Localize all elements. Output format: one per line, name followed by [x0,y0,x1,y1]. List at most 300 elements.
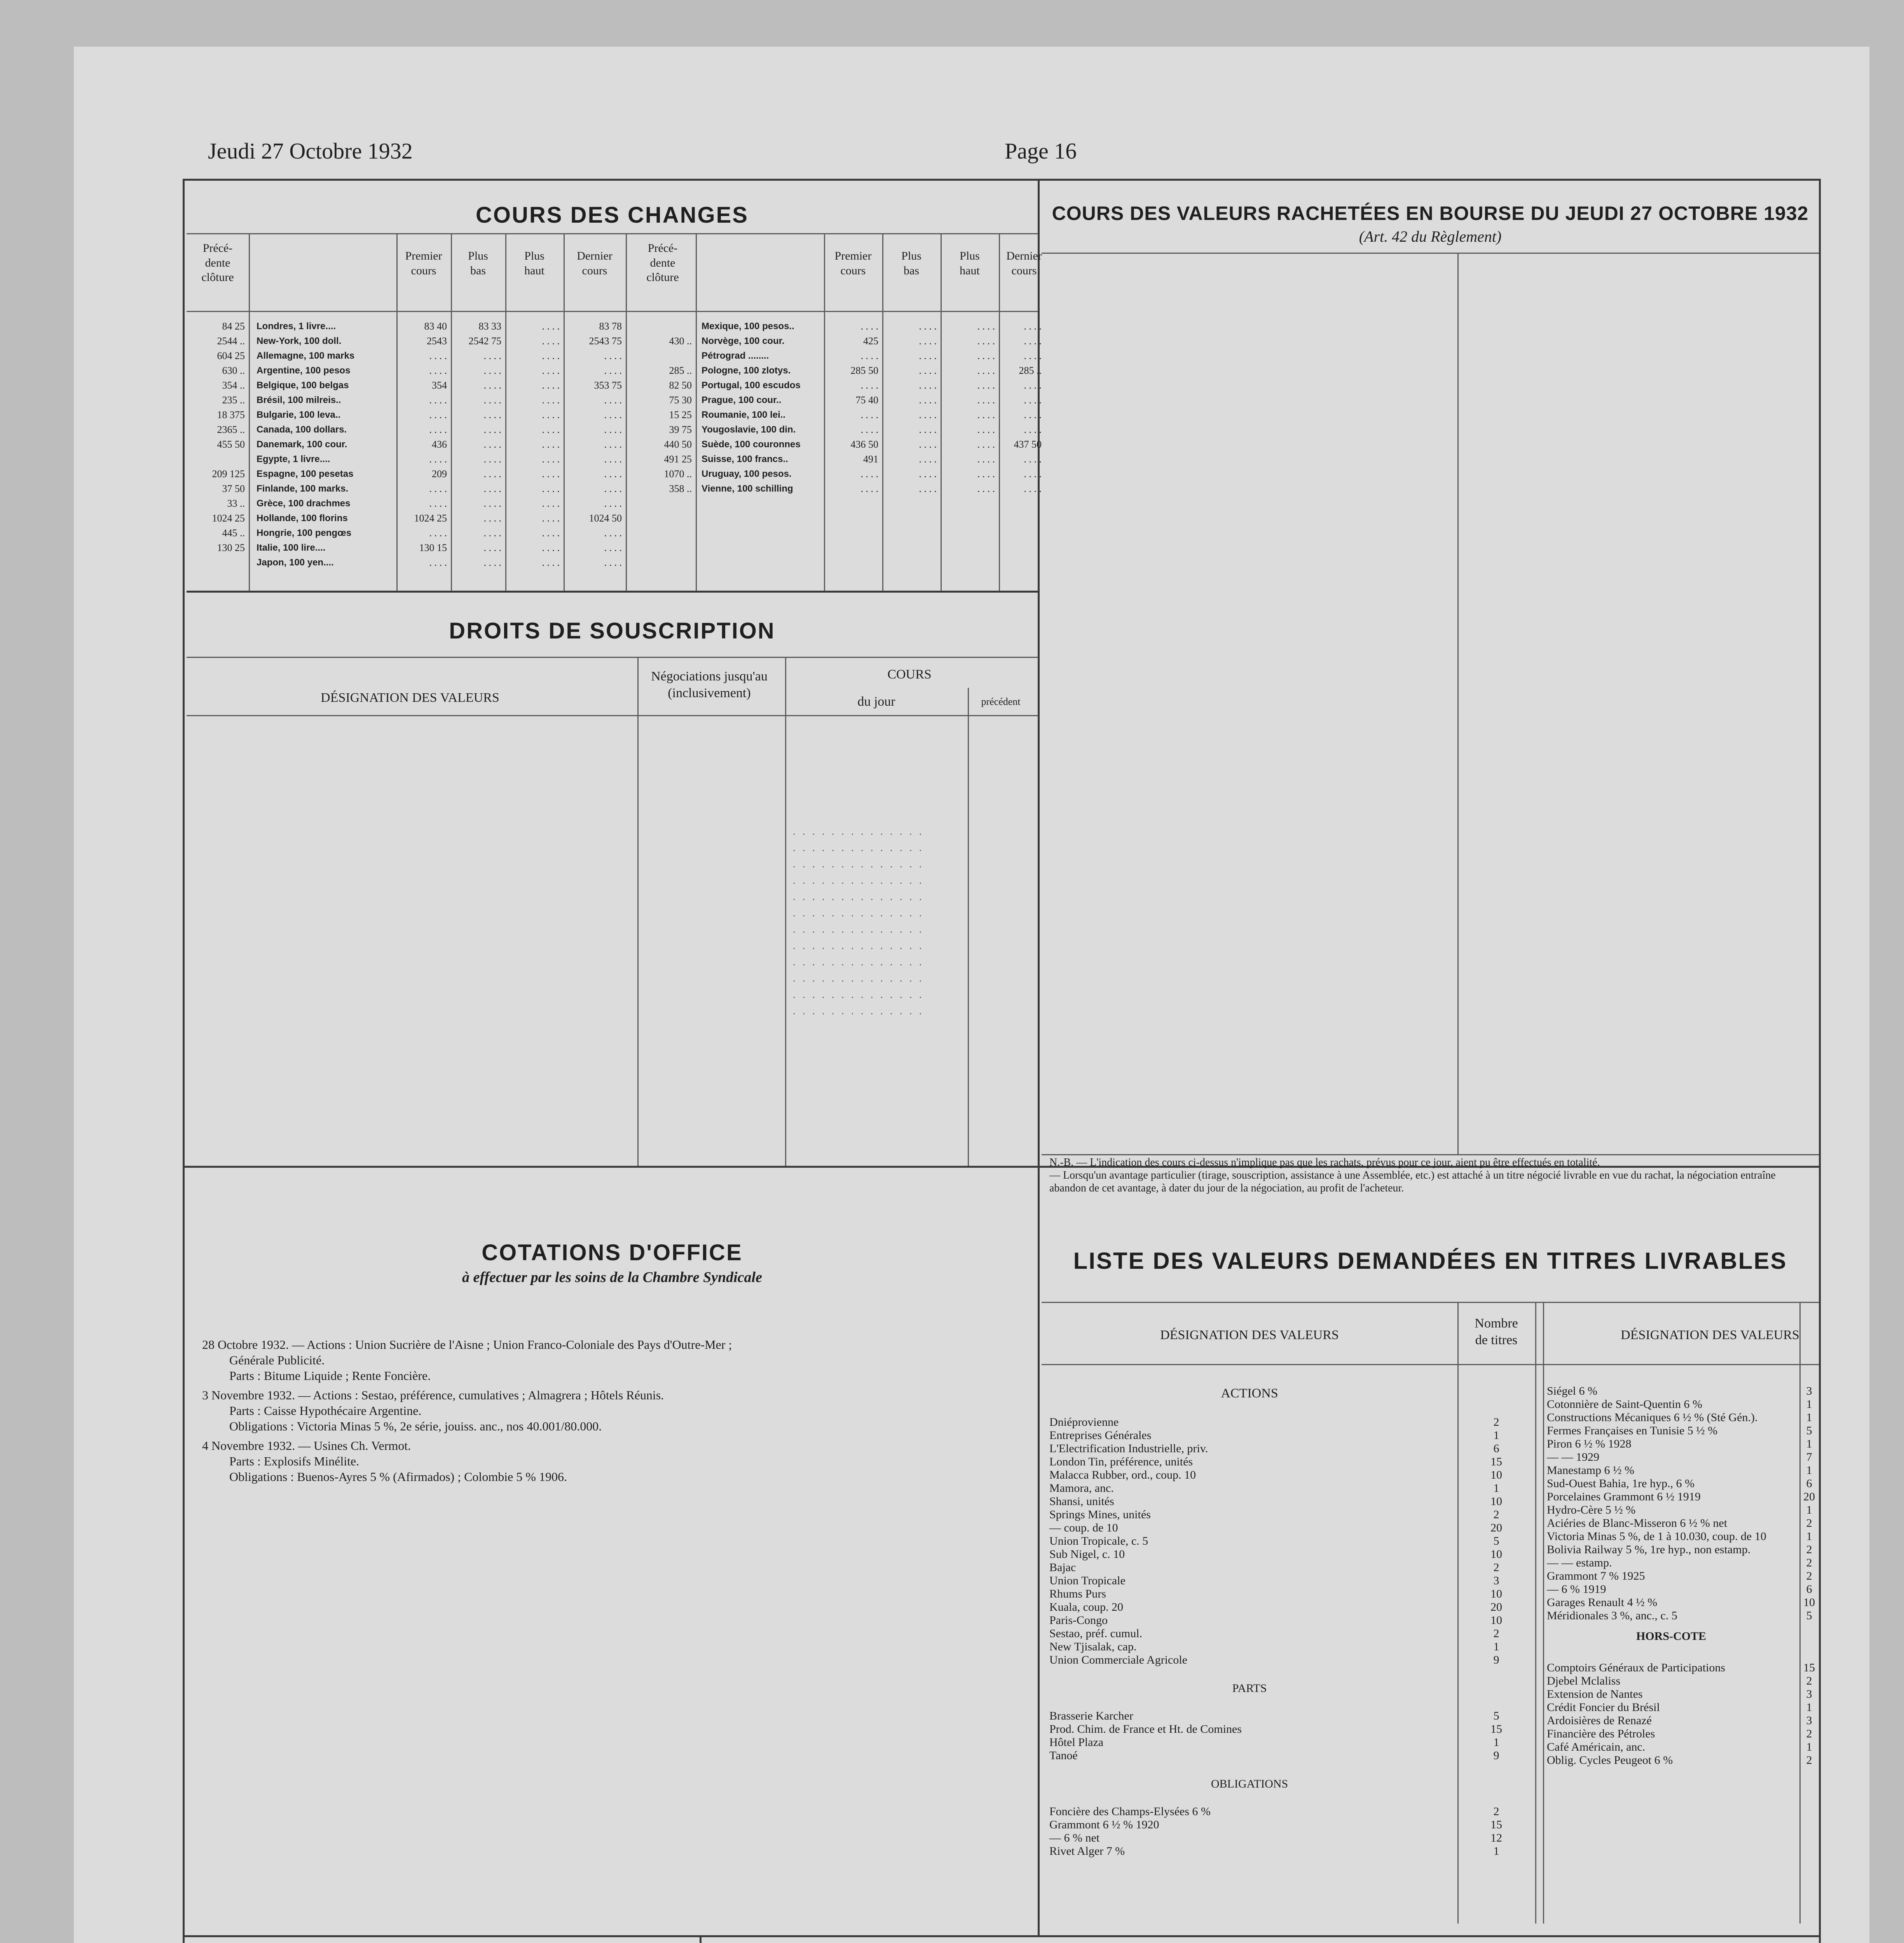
changes-prev-close: 430 .. [669,335,692,347]
livrables-row-name: Union Tropicale, c. 5 [1049,1535,1148,1547]
changes-high: . . . . [542,394,560,406]
livrables-row-name: Entreprises Générales [1049,1429,1152,1442]
livrables-row-name: London Tin, préférence, unités [1049,1455,1193,1468]
livrables-row-name: Hôtel Plaza [1049,1736,1104,1749]
changes-first: 436 [432,439,447,450]
changes-low: 2542 75 [468,335,501,347]
changes-first: . . . . [429,483,447,494]
droits-dotted-row: . . . . . . . . . . . . . . [793,924,924,935]
changes-col-header: Plus bas [468,249,488,277]
top-rule [183,179,1819,181]
changes-high: . . . . [977,380,995,391]
changes-low: . . . . [483,409,501,420]
changes-first: 354 [432,380,447,391]
livrables-row-count: 3 [1806,1714,1812,1727]
changes-low: . . . . [483,542,501,553]
changes-high: . . . . [977,321,995,332]
changes-high: . . . . [977,468,995,480]
livrables-row-count: 2 [1806,1543,1812,1556]
droits-dotted-row: . . . . . . . . . . . . . . [793,842,924,853]
changes-prev-close: 2544 .. [217,335,245,347]
livrables-row-name: L'Electrification Industrielle, priv. [1049,1442,1208,1455]
livrables-row-count: 2 [1493,1508,1499,1521]
changes-high: . . . . [542,527,560,539]
changes-currency: Suisse, 100 francs.. [702,454,788,464]
livrables-row-count: 1 [1806,1701,1812,1714]
changes-last: 2543 75 [589,335,622,347]
livrables-row-count: 2 [1493,1627,1499,1640]
livrables-row-name: Grammont 6 ½ % 1920 [1049,1818,1159,1831]
changes-low: 83 33 [478,321,501,332]
livrables-row-name: Garages Renault 4 ½ % [1547,1596,1658,1609]
changes-high: . . . . [542,321,560,332]
livrables-row-count: 6 [1806,1477,1812,1490]
changes-currency: Mexique, 100 pesos.. [702,321,794,331]
changes-low: . . . . [483,453,501,465]
changes-low: . . . . [483,424,501,435]
changes-low: . . . . [919,365,937,376]
changes-last: 285 .. [1019,365,1042,376]
rachetees-subtitle: (Art. 42 du Règlement) [1359,228,1502,245]
changes-first: . . . . [860,380,878,391]
livrables-row-count: 6 [1806,1583,1812,1596]
changes-last: 353 75 [594,380,622,391]
changes-last: . . . . [604,394,622,406]
changes-high: . . . . [977,453,995,465]
changes-col-header: Précé- dente clôture [646,242,679,284]
changes-title-rule [187,233,1038,234]
livrables-row-count: 20 [1803,1490,1815,1503]
droits-col-designation: DÉSIGNATION DES VALEURS [321,691,499,705]
livrables-row-count: 2 [1806,1556,1812,1569]
changes-prev-close: 358 .. [669,483,692,494]
changes-currency: Grèce, 100 drachmes [257,498,351,509]
livrables-row-name: Djebel Mclaliss [1547,1674,1621,1687]
livrables-row-count: 1 [1806,1411,1812,1424]
livrables-row-count: 2 [1806,1674,1812,1687]
changes-currency: Egypte, 1 livre.... [257,454,330,464]
changes-currency: Belgique, 100 belgas [257,380,349,391]
changes-prev-close: 15 25 [669,409,692,420]
livrables-row-name: Constructions Mécaniques 6 ½ % (Sté Gén.). [1547,1411,1758,1424]
livrables-col-nombre-left: Nombre de titres [1475,1316,1518,1347]
livrables-row-count: 1 [1493,1640,1499,1653]
droits-col-sep-2 [785,657,786,1166]
livrables-hors-cote-label: HORS-COTE [1636,1630,1707,1643]
changes-currency: Bulgarie, 100 leva.. [257,410,341,420]
changes-prev-close: 39 75 [669,424,692,435]
changes-high: . . . . [542,409,560,420]
livrables-row-count: 20 [1490,1601,1502,1613]
livrables-row-name: Tanoé [1049,1749,1078,1762]
changes-prev-close: 354 .. [222,380,245,391]
changes-first: . . . . [429,527,447,539]
livrables-row-count: 2 [1806,1754,1812,1767]
droits-col-negociations: Négociations jusqu'au (inclusivement) [651,669,768,700]
changes-prev-close: 1024 25 [212,513,245,524]
livrables-row-name: Porcelaines Grammont 6 ½ 1919 [1547,1490,1701,1503]
changes-currency: Suède, 100 couronnes [702,439,801,450]
droits-dotted-row: . . . . . . . . . . . . . . [793,907,924,919]
changes-currency: Brésil, 100 milreis.. [257,395,341,405]
cotations-line: Parts : Bitume Liquide ; Rente Foncière. [229,1369,431,1383]
changes-last: . . . . [604,498,622,509]
changes-currency: Danemark, 100 cour. [257,439,347,450]
changes-first: 491 [863,453,878,465]
changes-col-header: Premier cours [405,249,442,277]
changes-first: 285 50 [850,365,878,376]
livrables-row-name: Sub Nigel, c. 10 [1049,1548,1125,1561]
page-date: Jeudi 27 Octobre 1932 [208,138,413,164]
changes-col-header: Premier cours [834,249,872,277]
livrables-row-count: 1 [1493,1429,1499,1442]
droits-col-du-jour: du jour [857,694,895,709]
changes-last: . . . . [1024,409,1042,420]
changes-prev-close: 75 30 [669,394,692,406]
changes-prev-close: 285 .. [669,365,692,376]
changes-high: . . . . [542,483,560,494]
livrables-row-name: Mamora, anc. [1049,1482,1114,1495]
changes-low: . . . . [919,380,937,391]
livrables-row-name: — — estamp. [1547,1556,1612,1569]
livrables-header-rule [1042,1364,1819,1365]
changes-first: . . . . [429,453,447,465]
changes-low: . . . . [483,380,501,391]
changes-last: . . . . [604,424,622,435]
changes-currency: Pologne, 100 zlotys. [702,365,791,376]
livrables-row-name: Ardoisières de Renazé [1547,1714,1652,1727]
livrables-row-count: 10 [1490,1548,1502,1561]
changes-high: . . . . [977,439,995,450]
livrables-row-count: 5 [1493,1709,1499,1722]
changes-col-sep [696,233,697,591]
droits-dotted-row: . . . . . . . . . . . . . . [793,956,924,968]
livrables-row-count: 3 [1806,1688,1812,1701]
changes-first: 436 50 [850,439,878,450]
changes-prev-close: 84 25 [222,321,245,332]
changes-first: 75 40 [855,394,878,406]
livrables-row-name: Dniéprovienne [1049,1416,1119,1428]
livrables-row-name: Cotonnière de Saint-Quentin 6 % [1547,1398,1702,1411]
changes-last: . . . . [1024,380,1042,391]
livrables-row-count: 1 [1806,1437,1812,1450]
changes-currency: Canada, 100 dollars. [257,424,347,435]
livrables-obligations-label: OBLIGATIONS [1211,1777,1288,1790]
cotations-line: Obligations : Victoria Minas 5 %, 2e série, jouiss. anc., nos 40.001/80.000. [229,1419,602,1433]
droits-dotted-row: . . . . . . . . . . . . . . [793,1005,924,1017]
changes-prev-close: 440 50 [664,439,692,450]
livrables-row-name: New Tjisalak, cap. [1049,1640,1137,1653]
livrables-row-count: 1 [1806,1530,1812,1543]
changes-last: . . . . [1024,394,1042,406]
newspaper-page [74,47,1869,1943]
changes-prev-close: 604 25 [217,350,245,361]
livrables-row-count: 10 [1490,1469,1502,1481]
changes-first: . . . . [429,409,447,420]
livrables-row-count: 2 [1806,1517,1812,1530]
livrables-top-rule [1042,1302,1819,1303]
droits-dotted-row: . . . . . . . . . . . . . . [793,858,924,870]
livrables-row-name: Prod. Chim. de France et Ht. de Comines [1049,1723,1242,1735]
rachetees-title: COURS DES VALEURS RACHETÉES EN BOURSE DU JEUDI 27 OCTOBRE 1932 [1052,202,1809,224]
changes-high: . . . . [542,498,560,509]
changes-col-header: Plus bas [901,249,921,277]
changes-currency: Hollande, 100 florins [257,513,348,523]
changes-last: . . . . [604,365,622,376]
livrables-col-designation-right: DÉSIGNATION DES VALEURS [1621,1328,1799,1342]
cotations-line: Obligations : Buenos-Ayres 5 % (Afirmados) ; Colombie 5 % 1906. [229,1470,567,1484]
changes-prev-close: 18 375 [217,409,245,420]
changes-last: . . . . [604,439,622,450]
changes-low: . . . . [483,439,501,450]
livrables-row-name: Méridionales 3 %, anc., c. 5 [1547,1609,1677,1622]
changes-high: . . . . [542,335,560,347]
cotations-subtitle: à effectuer par les soins de la Chambre Syndicale [462,1269,762,1285]
droits-dotted-row: . . . . . . . . . . . . . . [793,875,924,886]
livrables-row-count: 2 [1806,1570,1812,1582]
changes-first: 209 [432,468,447,480]
livrables-row-name: Bajac [1049,1561,1076,1574]
livrables-row-name: Siégel 6 % [1547,1385,1597,1397]
livrables-row-name: Piron 6 ½ % 1928 [1547,1437,1632,1450]
livrables-row-count: 2 [1493,1561,1499,1574]
livrables-row-count: 20 [1490,1521,1502,1534]
livrables-row-count: 9 [1493,1653,1499,1666]
droits-title: DROITS DE SOUSCRIPTION [449,618,775,644]
changes-first: 1024 25 [414,513,447,524]
livrables-row-name: Fermes Françaises en Tunisie 5 ½ % [1547,1424,1718,1437]
changes-header-rule [187,311,1038,312]
livrables-row-name: Financière des Pétroles [1547,1727,1655,1740]
changes-prev-close: 82 50 [669,380,692,391]
livrables-row-name: Café Américain, anc. [1547,1741,1646,1753]
livrables-row-count: 1 [1806,1464,1812,1477]
changes-high: . . . . [542,365,560,376]
changes-low: . . . . [483,557,501,568]
livrables-row-name: Springs Mines, unités [1049,1508,1151,1521]
changes-low: . . . . [919,394,937,406]
droits-dotted-row: . . . . . . . . . . . . . . [793,973,924,984]
livrables-row-count: 10 [1490,1495,1502,1508]
livrables-sep-2 [1535,1302,1536,1924]
changes-first: 425 [863,335,878,347]
livrables-row-name: — 6 % 1919 [1547,1583,1606,1596]
changes-last: . . . . [1024,453,1042,465]
livrables-row-name: — 6 % net [1049,1831,1100,1844]
droits-dotted-row: . . . . . . . . . . . . . . [793,940,924,951]
changes-last: . . . . [604,527,622,539]
cotations-line: 3 Novembre 1932. — Actions : Sestao, préférence, cumulatives ; Almagrera ; Hôtels Réunis. [202,1388,664,1402]
changes-last: . . . . [604,409,622,420]
cotations-line: 28 Octobre 1932. — Actions : Union Sucrière de l'Aisne ; Union Franco-Coloniale des Pays d'Outre-Mer ; [202,1338,732,1352]
changes-last: . . . . [604,468,622,480]
changes-low: . . . . [483,394,501,406]
livrables-row-count: 5 [1806,1424,1812,1437]
changes-first: 130 15 [419,542,447,553]
changes-last: 83 78 [599,321,622,332]
changes-high: . . . . [977,365,995,376]
changes-low: . . . . [919,424,937,435]
changes-low: . . . . [919,321,937,332]
changes-last: . . . . [1024,321,1042,332]
changes-low: . . . . [483,350,501,361]
livrables-row-count: 2 [1493,1805,1499,1818]
changes-currency: Uruguay, 100 pesos. [702,469,792,479]
changes-first: 2543 [427,335,447,347]
droits-col-cours: COURS [887,667,932,682]
changes-low: . . . . [483,527,501,539]
livrables-col-designation-left: DÉSIGNATION DES VALEURS [1160,1328,1339,1342]
changes-low: . . . . [919,350,937,361]
droits-dotted-row: . . . . . . . . . . . . . . [793,826,924,837]
changes-high: . . . . [542,557,560,568]
changes-low: . . . . [483,483,501,494]
livrables-actions-label: ACTIONS [1221,1386,1278,1401]
changes-last: 1024 50 [589,513,622,524]
livrables-sep-4 [1799,1302,1801,1924]
changes-last: . . . . [1024,483,1042,494]
livrables-row-count: 1 [1806,1398,1812,1411]
livrables-row-name: Foncière des Champs-Elysées 6 % [1049,1805,1211,1818]
changes-low: . . . . [483,513,501,524]
changes-currency: Londres, 1 livre.... [257,321,336,331]
changes-prev-close: 630 .. [222,365,245,376]
changes-low: . . . . [919,335,937,347]
livrables-row-count: 3 [1493,1574,1499,1587]
livrables-row-name: Union Commerciale Agricole [1049,1653,1187,1666]
changes-low: . . . . [919,468,937,480]
livrables-row-count: 2 [1493,1416,1499,1428]
changes-prev-close: 33 .. [227,498,245,509]
mid-rule-2 [183,1935,1819,1937]
page-number: Page 16 [1005,138,1077,164]
changes-last: . . . . [1024,335,1042,347]
changes-currency: Roumanie, 100 lei.. [702,410,786,420]
livrables-row-name: Rhums Purs [1049,1587,1106,1600]
changes-first: . . . . [429,424,447,435]
rachetees-col-sep [1457,253,1459,1154]
livrables-row-count: 1 [1493,1845,1499,1858]
livrables-row-name: Crédit Foncier du Brésil [1547,1701,1660,1714]
changes-high: . . . . [977,424,995,435]
changes-last: . . . . [604,350,622,361]
changes-first: . . . . [429,350,447,361]
livrables-row-name: Grammont 7 % 1925 [1547,1570,1645,1582]
changes-high: . . . . [977,394,995,406]
changes-first: . . . . [860,321,878,332]
changes-last: . . . . [1024,350,1042,361]
changes-first: . . . . [429,498,447,509]
changes-last: . . . . [1024,468,1042,480]
changes-first: . . . . [860,350,878,361]
changes-col-header: Précé- dente clôture [201,242,234,284]
livrables-row-count: 1 [1806,1503,1812,1516]
left-rule [183,179,185,1943]
changes-currency: Italie, 100 lire.... [257,542,326,553]
droits-dotted-row: . . . . . . . . . . . . . . [793,891,924,902]
livrables-row-name: — coup. de 10 [1049,1521,1118,1534]
changes-currency: Hongrie, 100 pengœs [257,528,352,538]
changes-first: . . . . [429,394,447,406]
changes-currency: Pétrograd ........ [702,351,769,361]
changes-low: . . . . [919,453,937,465]
changes-col-header: Dernier cours [1006,249,1042,277]
livrables-row-name: Shansi, unités [1049,1495,1114,1508]
droits-col-sep-1 [637,657,639,1166]
changes-high: . . . . [542,468,560,480]
livrables-row-count: 10 [1490,1587,1502,1600]
changes-low: . . . . [919,483,937,494]
livrables-row-name: Kuala, coup. 20 [1049,1601,1123,1613]
changes-high: . . . . [977,483,995,494]
changes-high: . . . . [542,350,560,361]
livrables-row-name: Aciéries de Blanc-Misseron 6 ½ % net [1547,1517,1728,1530]
changes-last: . . . . [604,542,622,553]
livrables-parts-label: PARTS [1232,1682,1267,1695]
changes-prev-close: 209 125 [212,468,245,480]
livrables-row-count: 15 [1490,1818,1502,1831]
livrables-row-count: 10 [1490,1614,1502,1627]
livrables-row-name: Extension de Nantes [1547,1688,1643,1701]
livrables-row-count: 2 [1806,1727,1812,1740]
livrables-row-count: 5 [1806,1609,1812,1622]
changes-currency: Norvège, 100 cour. [702,336,785,346]
livrables-row-count: 10 [1803,1596,1815,1609]
changes-currency: Espagne, 100 pesetas [257,469,354,479]
changes-last: . . . . [604,557,622,568]
livrables-row-name: Comptoirs Généraux de Participations [1547,1661,1726,1674]
livrables-row-count: 7 [1806,1451,1812,1463]
livrables-row-name: Sud-Ouest Bahia, 1re hyp., 6 % [1547,1477,1695,1490]
changes-prev-close: 455 50 [217,439,245,450]
changes-high: . . . . [977,350,995,361]
livrables-sep-3 [1543,1302,1544,1924]
changes-col-header: Dernier cours [577,249,613,277]
changes-currency: Allemagne, 100 marks [257,351,355,361]
changes-high: . . . . [542,380,560,391]
changes-currency: Portugal, 100 escudos [702,380,801,391]
rachetees-note-rule [1042,1154,1819,1155]
droits-col-sep-3 [968,688,969,1166]
livrables-row-count: 1 [1806,1741,1812,1753]
changes-currency: Argentine, 100 pesos [257,365,351,376]
livrables-row-name: — — 1929 [1547,1451,1599,1463]
livrables-row-count: 15 [1803,1661,1815,1674]
livrables-row-name: Manestamp 6 ½ % [1547,1464,1634,1477]
livrables-row-count: 12 [1490,1831,1502,1844]
changes-last: . . . . [1024,424,1042,435]
changes-high: . . . . [542,513,560,524]
changes-high: . . . . [542,439,560,450]
changes-prev-close: 491 25 [664,453,692,465]
livrables-row-name: Hydro-Cère 5 ½ % [1547,1503,1636,1516]
changes-high: . . . . [542,542,560,553]
livrables-row-count: 5 [1493,1535,1499,1547]
livrables-row-name: Sestao, préf. cumul. [1049,1627,1143,1640]
changes-first: . . . . [429,557,447,568]
changes-last: 437 50 [1014,439,1042,450]
livrables-row-name: Brasserie Karcher [1049,1709,1133,1722]
changes-currency: Yougoslavie, 100 din. [702,424,796,435]
livrables-row-count: 9 [1493,1749,1499,1762]
changes-bottom-rule [187,591,1038,593]
changes-last: . . . . [604,453,622,465]
droits-header-rule [187,715,1038,716]
changes-prev-close: 130 25 [217,542,245,553]
changes-last: . . . . [604,483,622,494]
droits-col-precedent: précédent [981,696,1021,707]
rachetees-note: N.-B. — L'indication des cours ci-dessus n'implique pas que les rachats, prévus pour ce jour, aient pu être effectués en totalité. — Lorsqu'un avantage particulier (tirage, souscription, assistance à une Assemblée, etc.) est attaché à un titre négocié livrable en vue du rachat, la négociation entraîne abandon de cet avantage, à dater du jour de la négociation, au profit de l'acheteur. [1049,1156,1776,1194]
